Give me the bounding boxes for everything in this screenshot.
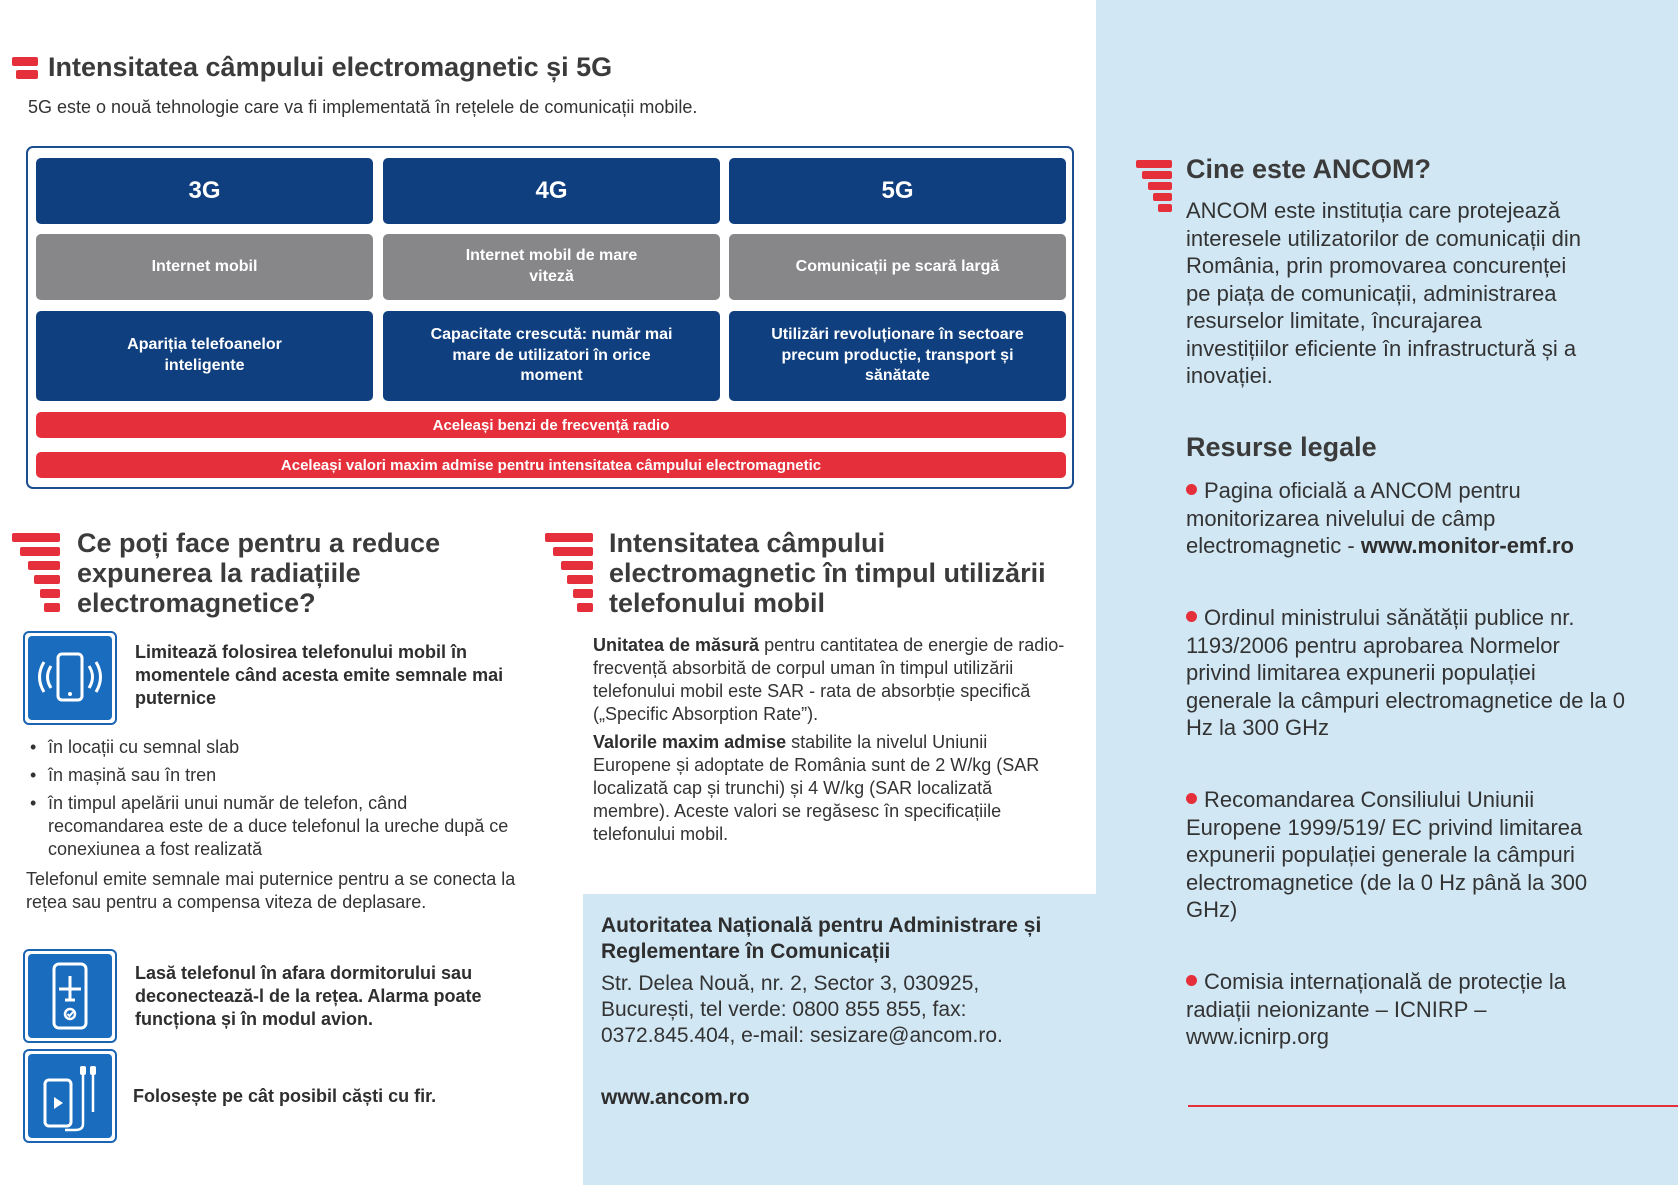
use-cell-5g: Comunicații pe scară largă	[729, 234, 1066, 300]
ancom-logo-icon	[545, 533, 593, 613]
use-cell-3g: Internet mobil	[36, 234, 373, 300]
about-ancom-text: ANCOM este instituția care protejează interesele utilizatorilor de comunicații din România, prin promovarea concurenței pe piața de comunicații, administrarea resurselor limitate, încurajarea investițiilor eficiente în infrastructură și a inovației.	[1186, 198, 1581, 388]
section-subtitle-emf-5g: 5G este o nouă tehnologie care va fi implementată în rețelele de comunicații mobile.	[28, 97, 698, 117]
technology-comparison-table	[26, 146, 1074, 489]
column-head-5g: 5G	[729, 158, 1066, 224]
resource-item	[1186, 968, 1626, 1051]
bullet-dot-icon	[1186, 484, 1197, 495]
tip-limit-phone-use: Limitează folosirea telefonului mobil în momentele când acesta emite semnale mai puternice	[135, 642, 504, 708]
bullet-dot-icon	[1186, 611, 1197, 622]
ancom-logo-icon	[12, 57, 38, 81]
wired-headphones-phone-icon	[35, 1060, 105, 1132]
tip-phone-outside-bedroom: Lasă telefonul în afara dormitorului sau deconectează-l de la rețea. Alarma poate funcționa și în modul avion.	[135, 963, 482, 1029]
sar-definition-text: pentru cantitatea de energie de radio-frecvență absorbită de corpul uman în timpul utilizării telefonului mobil este SAR - rata de absorbție specifică („Specific Absorption Rate”).	[593, 635, 1065, 724]
resource-item	[1186, 786, 1596, 924]
use-cell-4g: Internet mobil de mare viteză	[383, 234, 720, 300]
ancom-website-link[interactable]: www.ancom.ro	[601, 1086, 750, 1109]
resource-text: Comisia internațională de protecție la radiații neionizante – ICNIRP – www.icnirp.org	[1186, 969, 1566, 1049]
weak-signal-situations-list	[26, 736, 516, 866]
max-values-text: stabilite la nivelul Uniunii Europene și adoptate de România sunt de 2 W/kg (SAR localizată cap și trunchi) și 4 W/kg (SAR localizată membre). Aceste valori se regăsesc în specificațiile telefonului mobil.	[593, 732, 1040, 844]
feature-cell-3g: Apariția telefoanelor inteligente	[36, 311, 373, 401]
resource-item	[1186, 477, 1626, 560]
legal-resources-title: Resurse legale	[1186, 432, 1377, 462]
tip-wired-headphones: Folosește pe cât posibil căști cu fir.	[133, 1086, 437, 1106]
column-head-3g: 3G	[36, 158, 373, 224]
resource-text: Ordinul ministrului sănătății publice nr. 1193/2006 pentru aprobarea Normelor privind limitarea expunerii populației generale la câmpuri electromagnetice de la 0 Hz la 300 GHz	[1186, 605, 1626, 740]
list-item: • în locații cu semnal slab	[26, 736, 516, 759]
shared-frequency-bands-strip: Aceleași benzi de frecvență radio	[36, 412, 1066, 438]
bullet-dot-icon	[1186, 793, 1197, 804]
stronger-signal-note: Telefonul emite semnale mai puternice pentru a se conecta la rețea sau pentru a compensa viteza de deplasare.	[26, 869, 516, 912]
column-head-4g: 4G	[383, 158, 720, 224]
resource-item	[1186, 604, 1626, 742]
headphones-phone-icon-box	[23, 1049, 117, 1143]
contact-address: Str. Delea Nouă, nr. 2, Sector 3, 030925, București, tel verde: 0800 855 855, fax: 0372.845.404, e-mail: sesizare@ancom.ro.	[601, 972, 1003, 1047]
max-values-paragraph	[593, 731, 1063, 846]
sar-definition-paragraph	[593, 634, 1083, 726]
about-ancom-title: Cine este ANCOM?	[1186, 154, 1432, 184]
section-title-reduce-exposure: Ce poți face pentru a reduce expunerea la radiațiile electromagnetice?	[77, 528, 441, 618]
sar-definition-lead: Unitatea de măsură	[593, 635, 760, 655]
monitor-emf-link[interactable]: www.monitor-emf.ro	[1360, 533, 1574, 558]
resource-text: Pagina oficială a ANCOM pentru monitorizarea nivelului de câmp electromagnetic -	[1186, 478, 1521, 558]
airplane-phone-icon-box	[23, 949, 117, 1043]
resource-text: Recomandarea Consiliului Uniunii Europene 1999/519/ EC privind limitarea expunerii populației generale la câmpuri electromagnetice (de la 0 Hz până la 300 GHz)	[1186, 787, 1588, 922]
shared-limits-strip: Aceleași valori maxim admise pentru intensitatea câmpului electromagnetic	[36, 452, 1066, 478]
organization-name: Autoritatea Națională pentru Administrare și Reglementare în Comunicații	[601, 914, 1042, 963]
feature-cell-4g: Capacitate crescută: număr mai mare de utilizatori în orice moment	[383, 311, 720, 401]
max-values-lead: Valorile maxim admise	[593, 732, 787, 752]
signal-phone-icon	[34, 648, 106, 708]
feature-cell-5g: Utilizări revoluționare în sectoare precum producție, transport și sănătate	[729, 311, 1066, 401]
list-item: • în mașină sau în tren	[26, 764, 516, 787]
ancom-logo-icon	[1136, 160, 1172, 212]
signal-phone-icon-box	[23, 631, 117, 725]
bullet-dot-icon	[1186, 975, 1197, 986]
airplane-mode-phone-icon	[45, 960, 95, 1032]
red-divider-line	[1188, 1105, 1678, 1107]
section-title-emf-5g: Intensitatea câmpului electromagnetic și 5G	[48, 52, 613, 82]
section-title-phone-emf: Intensitatea câmpului electromagnetic în timpul utilizării telefonului mobil	[609, 528, 1046, 618]
ancom-logo-icon	[12, 533, 60, 613]
list-item: • în timpul apelării unui număr de telefon, când recomandarea este de a duce telefonul la ureche după ce conexiunea a fost realizată	[26, 792, 516, 861]
